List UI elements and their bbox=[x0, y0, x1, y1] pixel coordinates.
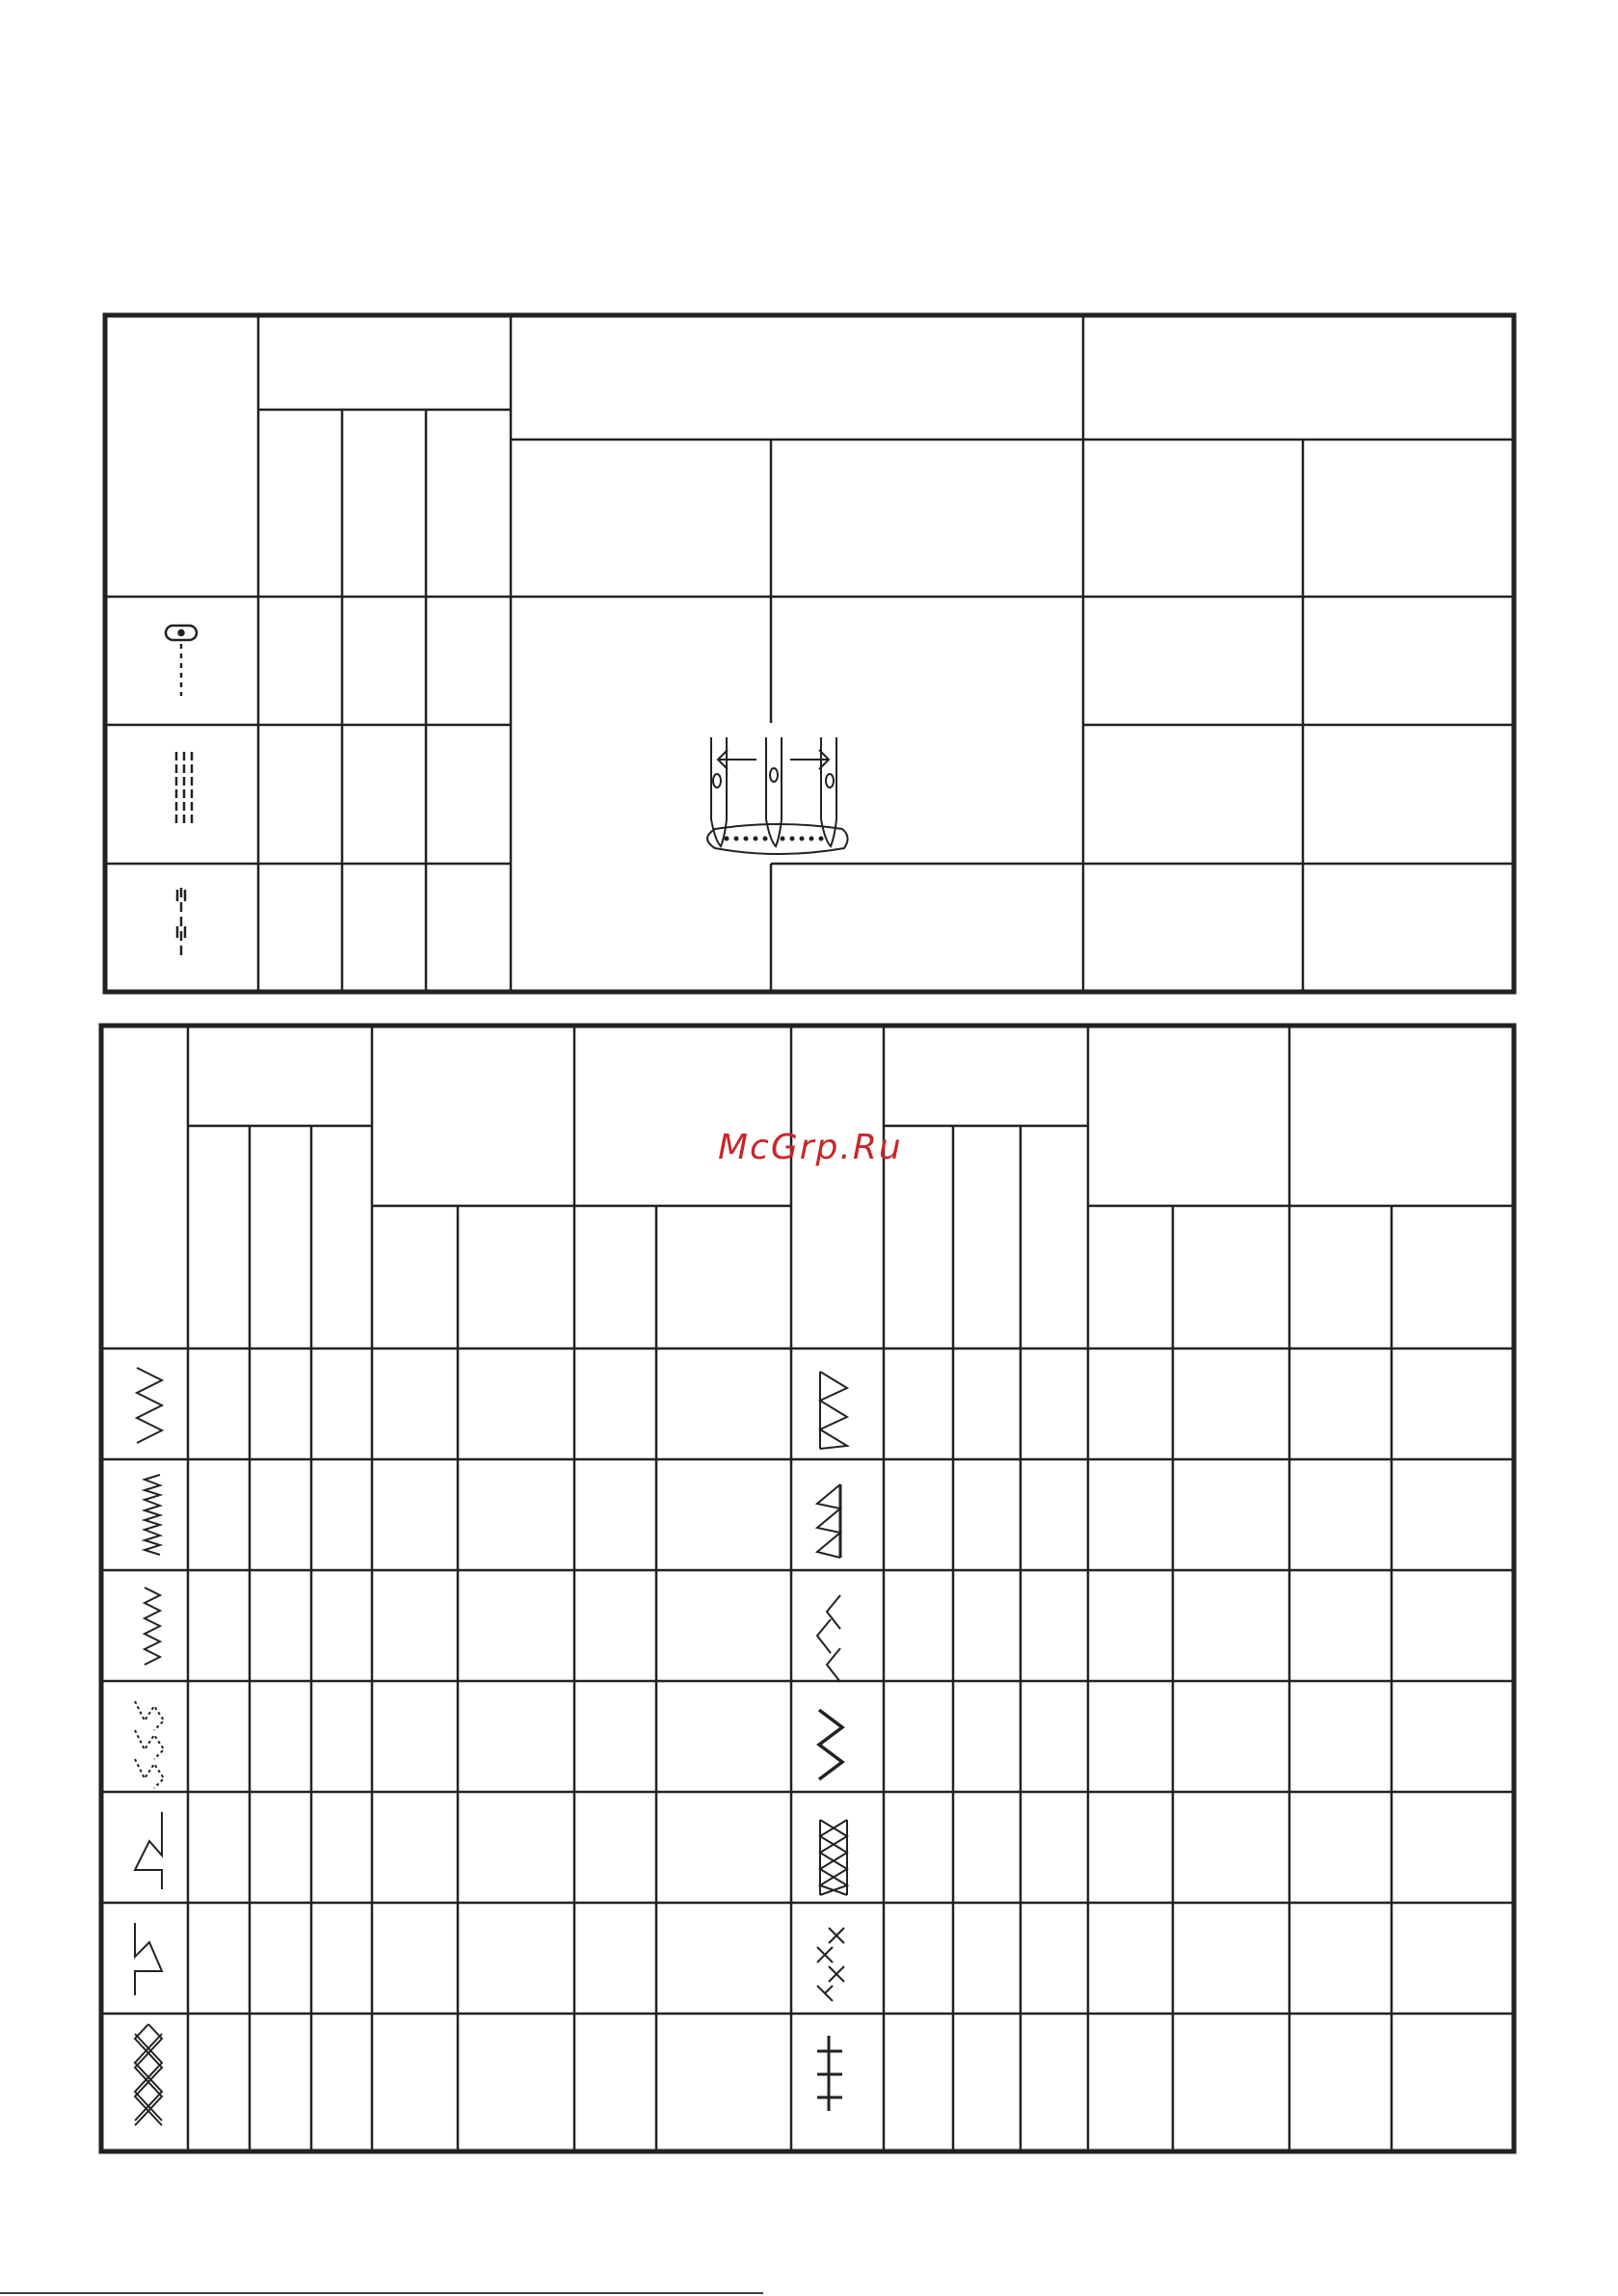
needle-position-diagram-icon bbox=[707, 737, 848, 854]
stitch-settings-table-bottom bbox=[101, 1026, 1514, 2151]
basting-stitch-icon bbox=[177, 888, 185, 960]
double-overlock-icon bbox=[820, 1820, 847, 1895]
watermark-text: McGrp.Ru bbox=[718, 1128, 903, 1167]
dotted-zigzag-icon bbox=[135, 1701, 164, 1788]
multi-step-zigzag-icon bbox=[145, 1475, 160, 1555]
honeycomb-stitch-icon bbox=[135, 2024, 162, 2125]
overlock-stitch-icon bbox=[820, 1372, 847, 1449]
tricot-zigzag-icon bbox=[145, 1588, 160, 1665]
feather-stitch-icon bbox=[817, 1595, 840, 1682]
triple-straight-stitch-icon bbox=[176, 752, 192, 824]
blind-hem-icon bbox=[135, 1812, 162, 1889]
stretch-blind-hem-icon bbox=[135, 1923, 162, 1995]
zigzag-stitch-icon bbox=[137, 1368, 162, 1443]
overcast-edge-icon bbox=[817, 1484, 840, 1558]
triple-zigzag-icon bbox=[819, 1710, 842, 1779]
ladder-stitch-icon bbox=[817, 2036, 842, 2111]
cross-stitch-icon bbox=[817, 1928, 844, 2001]
table-bottom-border bbox=[101, 1026, 1514, 2151]
stitch-settings-table-top bbox=[105, 315, 1514, 992]
straight-stitch-icon bbox=[166, 626, 197, 696]
footer-rule bbox=[0, 2292, 763, 2294]
